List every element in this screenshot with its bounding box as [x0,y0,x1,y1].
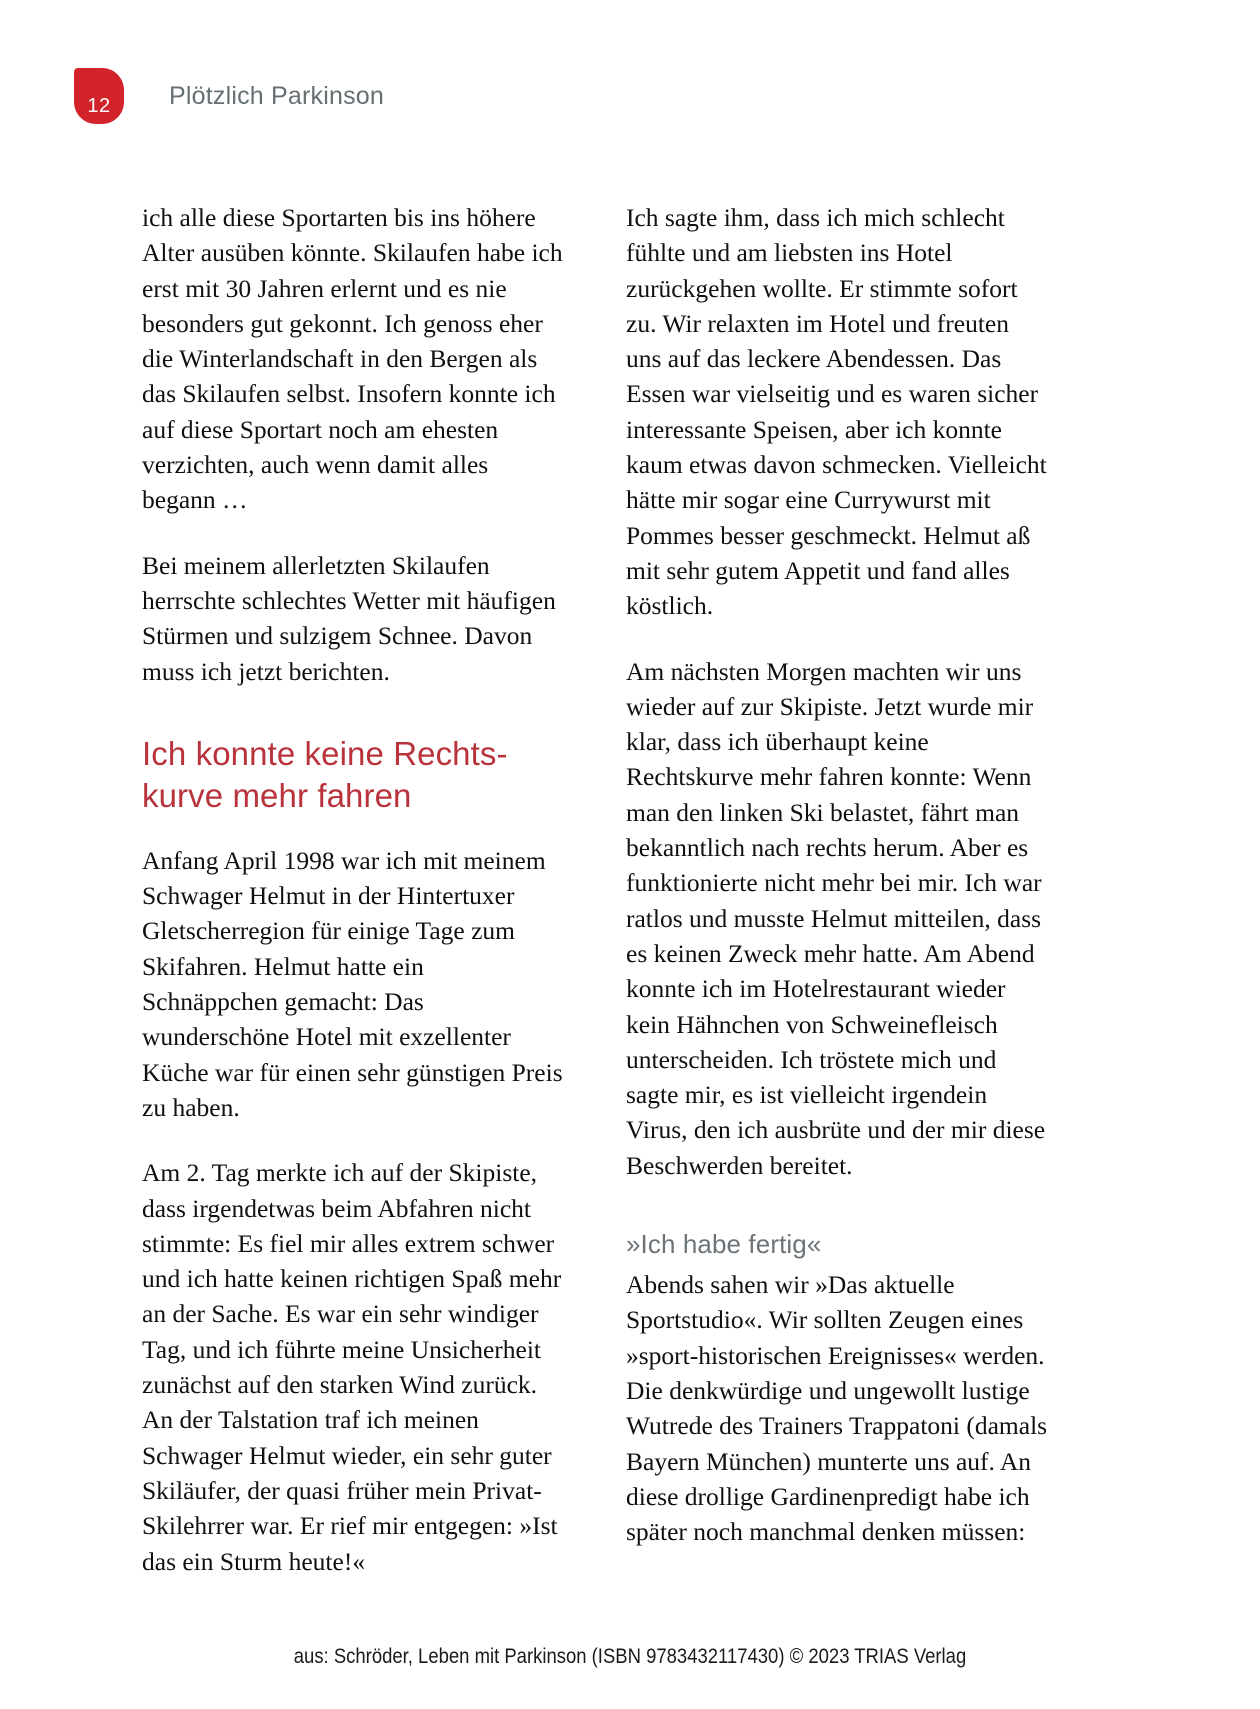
right-column [626,200,1048,1579]
text-columns [142,200,1048,1579]
paragraph: ich alle diese Sportarten bis ins höhere Alter ausüben könnte. Skilaufen habe ich erst mit 30 Jahren erlernt und es nie besonders gut gekonnt. Ich genoss eher die Winterlandschaft in den Bergen als das Skilaufen selbst. Insofern konnte ich auf diese Sportart noch am ehesten verzichten, auch wenn damit alles begann … [142,203,563,515]
section-heading: Ich konnte keine Rechts-kurve mehr fahren [142,734,508,814]
running-head-title: Plötzlich Parkinson [169,81,385,110]
paragraph: Am nächsten Morgen machten wir uns wieder auf zur Skipiste. Jetzt wurde mir klar, dass ich überhaupt keine Rechtskurve mehr fahren konnte: Wenn man den linken Ski belastet, fährt man bekanntlich nach rechts herum. Aber es funktionierte nicht mehr bei mir. Ich war ratlos und musste Helmut mitteilen, dass es keinen Zweck mehr hatte. Am Abend konnte ich im Hotelrestaurant wieder kein Hähnchen von Schweinefleisch unterscheiden. Ich tröstete mich und sagte mir, es ist vielleicht irgendein Virus, den ich ausbrüte und der mir diese Beschwerden bereitet. [626,656,1046,1180]
sub-heading: »Ich habe fertig« [626,1229,822,1260]
paragraph: Anfang April 1998 war ich mit meinem Schwager Helmut in der Hintertuxer Gletscherregion für einige Tage zum Skifahren. Helmut hatte ein Schnäppchen gemacht: Das wunderschöne Hotel mit exzellenter Küche war für einen sehr günstigen Preis zu haben. [142,845,563,1122]
paragraph: Am 2. Tag merkte ich auf der Skipiste, dass irgendetwas beim Abfahren nicht stimmte: Es fiel mir alles extrem schwer und ich hatte keinen richtigen Spaß mehr an der Sache. Es war ein sehr windiger Tag, und ich führte meine Unsicherheit zunächst auf den starken Wind zurück. An der Talstation traf ich meinen Schwager Helmut wieder, ein sehr guter Skiläufer, der quasi früher mein Privat-Skilehrrer war. Er rief mir entgegen: »Ist das ein Sturm heute!« [142,1158,562,1576]
running-head [74,68,384,124]
left-column [142,200,564,1579]
paragraph: Abends sahen wir »Das aktuelle Sportstudio«. Wir sollten Zeugen eines »sport-historischen Ereignisses« werden. Die denkwürdige und ungewollt lustige Wutrede des Trainers Trappatoni (damals Bayern München) munterte uns auf. An diese drollige Gardinenpredigt habe ich später noch manchmal denken müssen: [626,1270,1048,1547]
paragraph: Ich sagte ihm, dass ich mich schlecht fühlte und am liebsten ins Hotel zurückgehen wollte. Er stimmte sofort zu. Wir relaxten im Hotel und freuten uns auf das leckere Abendessen. Das Essen war vielseitig und es waren sicher interessante Speisen, aber ich konnte kaum etwas davon schmecken. Vielleicht hätte mir sogar eine Currywurst mit Pommes besser geschmeckt. Helmut aß mit sehr gutem Appetit und fand alles köstlich. [626,203,1047,621]
paragraph: Bei meinem allerletzten Skilaufen herrschte schlechtes Wetter mit häufigen Stürmen und sulzigem Schnee. Davon muss ich jetzt berichten. [142,550,556,686]
page-number-badge: 12 [74,68,124,124]
footer-credit: aus: Schröder, Leben mit Parkinson (ISBN 9783432117430) © 2023 TRIAS Verlag [293,1645,967,1668]
